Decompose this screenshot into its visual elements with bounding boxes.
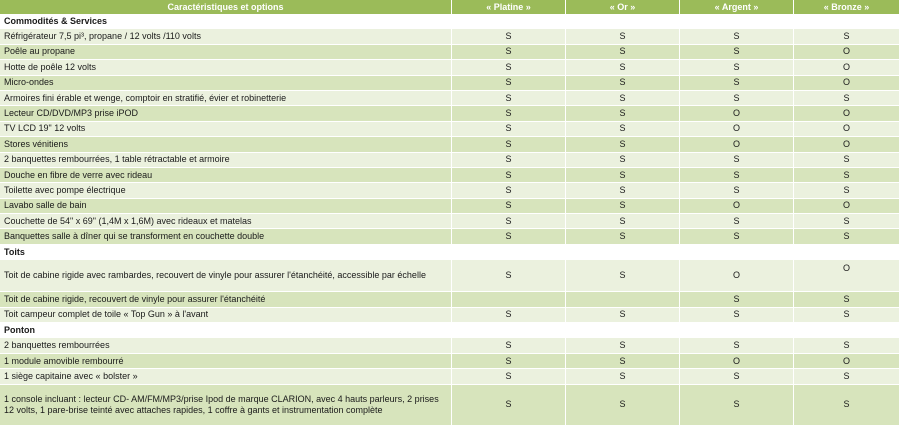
table-row xyxy=(0,308,900,323)
cell-platine: S xyxy=(452,229,566,244)
cell-platine: S xyxy=(452,168,566,183)
row-label: TV LCD 19" 12 volts xyxy=(0,122,452,137)
cell-platine: S xyxy=(452,45,566,60)
cell-bronze: O xyxy=(794,354,900,369)
cell-argent: S xyxy=(680,29,794,44)
cell-platine: S xyxy=(452,260,566,292)
cell-platine: S xyxy=(452,354,566,369)
header-features: Caractéristiques et options xyxy=(0,0,452,14)
row-label: Poêle au propane xyxy=(0,45,452,60)
table-row xyxy=(0,385,900,426)
section-row-toits xyxy=(0,245,900,260)
cell-bronze: S xyxy=(794,183,900,198)
header-argent: « Argent » xyxy=(680,0,794,14)
cell-or: S xyxy=(566,308,680,323)
row-label: Hotte de poêle 12 volts xyxy=(0,60,452,75)
table-row xyxy=(0,122,900,137)
cell-argent: O xyxy=(680,122,794,137)
row-label: Armoires fini érable et wenge, comptoir en stratifié, évier et robinetterie xyxy=(0,91,452,106)
section-title: Toits xyxy=(0,245,900,260)
table-row xyxy=(0,168,900,183)
cell-platine: S xyxy=(452,91,566,106)
row-label: 2 banquettes rembourrées, 1 table rétractable et armoire xyxy=(0,153,452,168)
cell-platine: S xyxy=(452,338,566,353)
cell-bronze: S xyxy=(794,168,900,183)
cell-argent: S xyxy=(680,60,794,75)
section-row-commodites xyxy=(0,14,900,29)
cell-platine: S xyxy=(452,308,566,323)
cell-argent: S xyxy=(680,292,794,307)
cell-platine: S xyxy=(452,29,566,44)
row-label: Banquettes salle à dîner qui se transforment en couchette double xyxy=(0,229,452,244)
cell-bronze: S xyxy=(794,385,900,426)
cell-or: S xyxy=(566,260,680,292)
table-row xyxy=(0,199,900,214)
cell-platine: S xyxy=(452,385,566,426)
row-label: Toilette avec pompe électrique xyxy=(0,183,452,198)
cell-or: S xyxy=(566,199,680,214)
cell-or: S xyxy=(566,385,680,426)
row-label: Toit de cabine rigide avec rambardes, recouvert de vinyle pour assurer l'étanchéité, accessible par échelle xyxy=(0,260,452,292)
cell-platine: S xyxy=(452,137,566,152)
cell-or: S xyxy=(566,229,680,244)
table-row xyxy=(0,260,900,292)
section-title: Ponton xyxy=(0,323,900,338)
cell-or: S xyxy=(566,338,680,353)
cell-bronze: O xyxy=(794,45,900,60)
cell-or: S xyxy=(566,45,680,60)
table-row xyxy=(0,369,900,384)
table-row xyxy=(0,354,900,369)
row-label: 1 siège capitaine avec « bolster » xyxy=(0,369,452,384)
header-platine: « Platine » xyxy=(452,0,566,14)
cell-bronze: O xyxy=(794,137,900,152)
row-label: Lavabo salle de bain xyxy=(0,199,452,214)
cell-or: S xyxy=(566,76,680,91)
cell-or: S xyxy=(566,60,680,75)
cell-or xyxy=(566,292,680,307)
cell-argent: S xyxy=(680,153,794,168)
cell-bronze: O xyxy=(794,60,900,75)
cell-or: S xyxy=(566,183,680,198)
cell-argent: S xyxy=(680,183,794,198)
cell-or: S xyxy=(566,369,680,384)
row-label: Toit de cabine rigide, recouvert de vinyle pour assurer l'étanchéité xyxy=(0,292,452,307)
table-row xyxy=(0,76,900,91)
cell-bronze: S xyxy=(794,292,900,307)
row-label: Micro-ondes xyxy=(0,76,452,91)
table-row xyxy=(0,91,900,106)
row-label: Couchette de 54" x 69" (1,4M x 1,6M) avec rideaux et matelas xyxy=(0,214,452,229)
cell-argent: O xyxy=(680,137,794,152)
cell-bronze: S xyxy=(794,29,900,44)
cell-argent: O xyxy=(680,260,794,292)
table-row xyxy=(0,229,900,244)
cell-platine: S xyxy=(452,122,566,137)
cell-argent: S xyxy=(680,214,794,229)
table-row xyxy=(0,338,900,353)
cell-argent: S xyxy=(680,308,794,323)
cell-argent: O xyxy=(680,106,794,121)
cell-bronze: S xyxy=(794,369,900,384)
cell-or: S xyxy=(566,106,680,121)
cell-argent: S xyxy=(680,338,794,353)
cell-platine: S xyxy=(452,153,566,168)
table-row xyxy=(0,183,900,198)
row-label: Douche en fibre de verre avec rideau xyxy=(0,168,452,183)
row-label: 1 console incluant : lecteur CD- AM/FM/MP3/prise Ipod de marque CLARION, avec 4 hauts parleurs, 2 prises 12 volts, 1 pare-brise teinté avec attaches rapides, 1 coffre à gants et instrumentation complète xyxy=(0,385,452,426)
cell-argent: S xyxy=(680,91,794,106)
cell-platine: S xyxy=(452,76,566,91)
table-row xyxy=(0,137,900,152)
table-row xyxy=(0,60,900,75)
table-row xyxy=(0,29,900,44)
cell-bronze: S xyxy=(794,214,900,229)
cell-bronze: O xyxy=(794,106,900,121)
cell-or: S xyxy=(566,214,680,229)
cell-platine xyxy=(452,292,566,307)
section-title: Commodités & Services xyxy=(0,14,900,29)
cell-or: S xyxy=(566,153,680,168)
cell-bronze: S xyxy=(794,91,900,106)
row-label: Stores vénitiens xyxy=(0,137,452,152)
cell-bronze: S xyxy=(794,229,900,244)
cell-or: S xyxy=(566,354,680,369)
table-row xyxy=(0,292,900,307)
table-row xyxy=(0,106,900,121)
cell-argent: S xyxy=(680,45,794,60)
cell-or: S xyxy=(566,122,680,137)
cell-or: S xyxy=(566,168,680,183)
cell-bronze: S xyxy=(794,308,900,323)
row-label: 2 banquettes rembourrées xyxy=(0,338,452,353)
cell-argent: S xyxy=(680,369,794,384)
header-or: « Or » xyxy=(566,0,680,14)
cell-or: S xyxy=(566,91,680,106)
cell-platine: S xyxy=(452,214,566,229)
table-row xyxy=(0,45,900,60)
row-label: Réfrigérateur 7,5 pi³, propane / 12 volts /110 volts xyxy=(0,29,452,44)
cell-platine: S xyxy=(452,369,566,384)
cell-bronze: O xyxy=(794,122,900,137)
cell-bronze: S xyxy=(794,153,900,168)
cell-platine: S xyxy=(452,183,566,198)
cell-or: S xyxy=(566,29,680,44)
header-row xyxy=(0,0,900,14)
cell-argent: O xyxy=(680,354,794,369)
cell-platine: S xyxy=(452,106,566,121)
row-label: Lecteur CD/DVD/MP3 prise iPOD xyxy=(0,106,452,121)
cell-bronze: O xyxy=(794,76,900,91)
cell-argent: S xyxy=(680,168,794,183)
cell-argent: S xyxy=(680,385,794,426)
cell-argent: S xyxy=(680,229,794,244)
header-bronze: « Bronze » xyxy=(794,0,900,14)
cell-platine: S xyxy=(452,60,566,75)
table-row xyxy=(0,214,900,229)
cell-bronze: O xyxy=(794,260,900,292)
cell-bronze: S xyxy=(794,338,900,353)
section-row-ponton xyxy=(0,323,900,338)
table-row xyxy=(0,153,900,168)
cell-argent: O xyxy=(680,199,794,214)
cell-argent: S xyxy=(680,76,794,91)
cell-bronze: O xyxy=(794,199,900,214)
row-label: 1 module amovible rembourré xyxy=(0,354,452,369)
row-label: Toit campeur complet de toile « Top Gun » à l'avant xyxy=(0,308,452,323)
cell-or: S xyxy=(566,137,680,152)
cell-platine: S xyxy=(452,199,566,214)
